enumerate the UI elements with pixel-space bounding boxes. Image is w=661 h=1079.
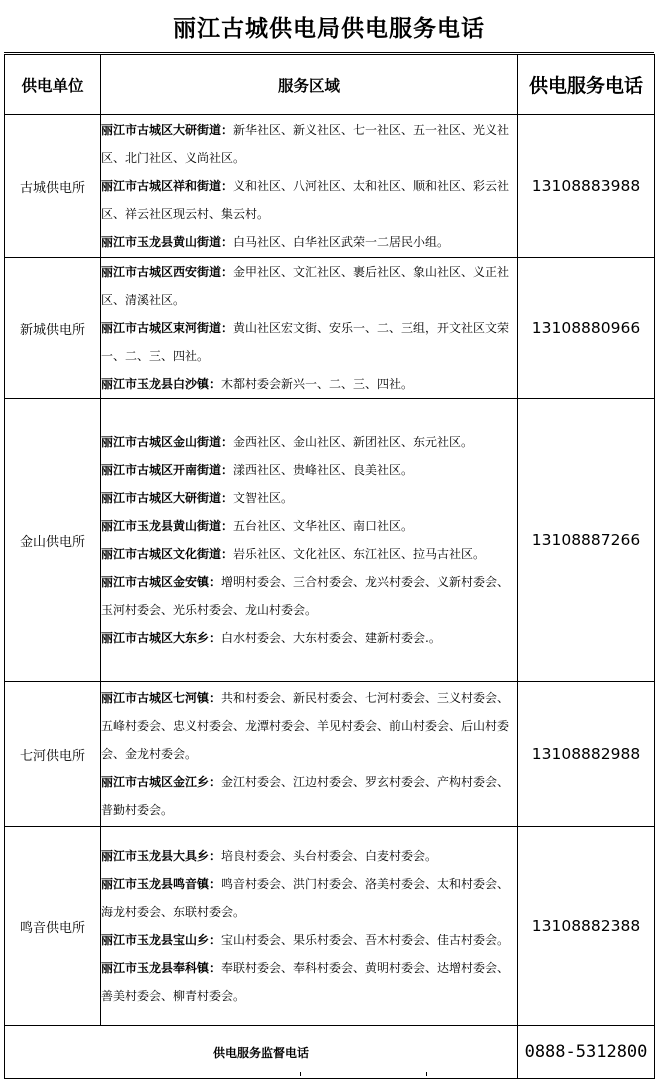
community-list: 岩乐社区、文化社区、东江社区、拉马古社区。 [233, 547, 486, 561]
district-name: 丽江市玉龙县宝山乡： [101, 933, 222, 947]
page-title: 丽江古城供电局供电服务电话 [173, 15, 485, 42]
area-entry [101, 428, 517, 456]
area-cell [101, 258, 518, 399]
community-list: 金西社区、金山社区、新团社区、东元社区。 [233, 435, 474, 449]
page-tick-mark [300, 1072, 301, 1076]
community-list: 白水村委会、大东村委会、建新村委会.。 [221, 631, 441, 645]
table-row [5, 399, 655, 682]
header-phone: 供电服务电话 [518, 55, 655, 115]
district-name: 丽江市古城区七河镇： [101, 691, 222, 705]
area-entry [101, 258, 517, 314]
phone-cell: 13108882388 [518, 827, 655, 1026]
table-row [5, 115, 655, 258]
area-entry [101, 540, 517, 568]
phone-cell: 13108880966 [518, 258, 655, 399]
phone-cell: 13108882988 [518, 682, 655, 827]
table-row [5, 682, 655, 827]
area-entry [101, 116, 517, 172]
district-name: 丽江市古城区祥和街道： [101, 179, 234, 193]
area-entry [101, 926, 517, 954]
area-entry [101, 624, 517, 652]
area-entry [101, 370, 517, 398]
community-list: 宝山村委会、果乐村委会、吾木村委会、佳古村委会。 [221, 933, 510, 947]
community-list: 文智社区。 [233, 491, 294, 505]
district-name: 丽江市古城区开南街道： [101, 463, 234, 477]
phone-cell: 13108883988 [518, 115, 655, 258]
page-tick-mark [426, 1072, 427, 1076]
area-entry [101, 842, 517, 870]
district-name: 丽江市玉龙县鸣音镇： [101, 877, 222, 891]
district-name: 丽江市古城区大研街道： [101, 491, 234, 505]
area-cell [101, 827, 518, 1026]
district-name: 丽江市古城区大研街道： [101, 123, 234, 137]
table-row [5, 827, 655, 1026]
district-name: 丽江市古城区金山街道： [101, 435, 234, 449]
community-list: 漾西社区、贵峰社区、良美社区。 [233, 463, 414, 477]
area-entry [101, 568, 517, 624]
area-cell [101, 399, 518, 682]
header-unit: 供电单位 [5, 55, 101, 115]
supervision-row [5, 1026, 655, 1079]
phone-cell: 13108887266 [518, 399, 655, 682]
unit-cell: 金山供电所 [5, 399, 101, 682]
community-list: 鸣音村委会、洪门村委会、洛美村委会、太和村委会、海龙村委会、东联村委会。 [101, 877, 510, 919]
district-name: 丽江市古城区金安镇： [101, 575, 222, 589]
district-name: 丽江市玉龙县大具乡： [101, 849, 222, 863]
district-name: 丽江市玉龙县白沙镇： [101, 377, 222, 391]
community-list: 金甲社区、文汇社区、裹后社区、象山社区、义正社区、清溪社区。 [101, 265, 510, 307]
community-list: 新华社区、新义社区、七一社区、五一社区、光义社区、北门社区、义尚社区。 [101, 123, 510, 165]
unit-cell: 古城供电所 [5, 115, 101, 258]
district-name: 丽江市古城区束河街道： [101, 321, 234, 335]
unit-cell: 新城供电所 [5, 258, 101, 399]
unit-cell: 鸣音供电所 [5, 827, 101, 1026]
service-phone-table [4, 54, 655, 1079]
community-list: 义和社区、八河社区、太和社区、顺和社区、彩云社区、祥云社区现云村、集云村。 [101, 179, 510, 221]
district-name: 丽江市玉龙县黄山街道： [101, 235, 234, 249]
area-entry [101, 484, 517, 512]
district-name: 丽江市古城区大东乡： [101, 631, 222, 645]
table-header-row [5, 55, 655, 115]
table-row [5, 258, 655, 399]
district-name: 丽江市古城区文化街道： [101, 547, 234, 561]
district-name: 丽江市玉龙县奉科镇： [101, 961, 222, 975]
area-entry [101, 954, 517, 1010]
community-list: 白马社区、白华社区武荣一二居民小组。 [233, 235, 450, 249]
area-entry [101, 870, 517, 926]
community-list: 黄山社区宏文街、安乐一、二、三组，开文社区文荣一、二、三、四社。 [101, 321, 510, 363]
community-list: 木都村委会新兴一、二、三、四社。 [221, 377, 414, 391]
district-name: 丽江市古城区金江乡： [101, 775, 222, 789]
area-entry [101, 228, 517, 256]
area-entry [101, 172, 517, 228]
area-cell [101, 115, 518, 258]
community-list: 金江村委会、江边村委会、罗玄村委会、产构村委会、普勤村委会。 [101, 775, 510, 817]
district-name: 丽江市玉龙县黄山街道： [101, 519, 234, 533]
community-list: 奉联村委会、奉科村委会、黄明村委会、达增村委会、善美村委会、柳青村委会。 [101, 961, 510, 1003]
header-area: 服务区域 [101, 55, 518, 115]
area-entry [101, 512, 517, 540]
community-list: 培良村委会、头台村委会、白麦村委会。 [221, 849, 438, 863]
area-entry [101, 456, 517, 484]
area-entry [101, 314, 517, 370]
community-list: 五台社区、文华社区、南口社区。 [233, 519, 414, 533]
community-list: 增明村委会、三合村委会、龙兴村委会、义新村委会、玉河村委会、光乐村委会、龙山村委会。 [101, 575, 510, 617]
supervision-phone: 0888-5312800 [518, 1026, 655, 1079]
title-divider [4, 52, 654, 53]
supervision-label: 供电服务监督电话 [5, 1026, 518, 1079]
unit-cell: 七河供电所 [5, 682, 101, 827]
community-list: 共和村委会、新民村委会、七河村委会、三义村委会、五峰村委会、忠义村委会、龙潭村委会、羊见村委会、前山村委会、后山村委会、金龙村委会。 [101, 691, 510, 761]
district-name: 丽江市古城区西安街道： [101, 265, 234, 279]
area-cell [101, 682, 518, 827]
area-entry [101, 684, 517, 768]
area-entry [101, 768, 517, 824]
